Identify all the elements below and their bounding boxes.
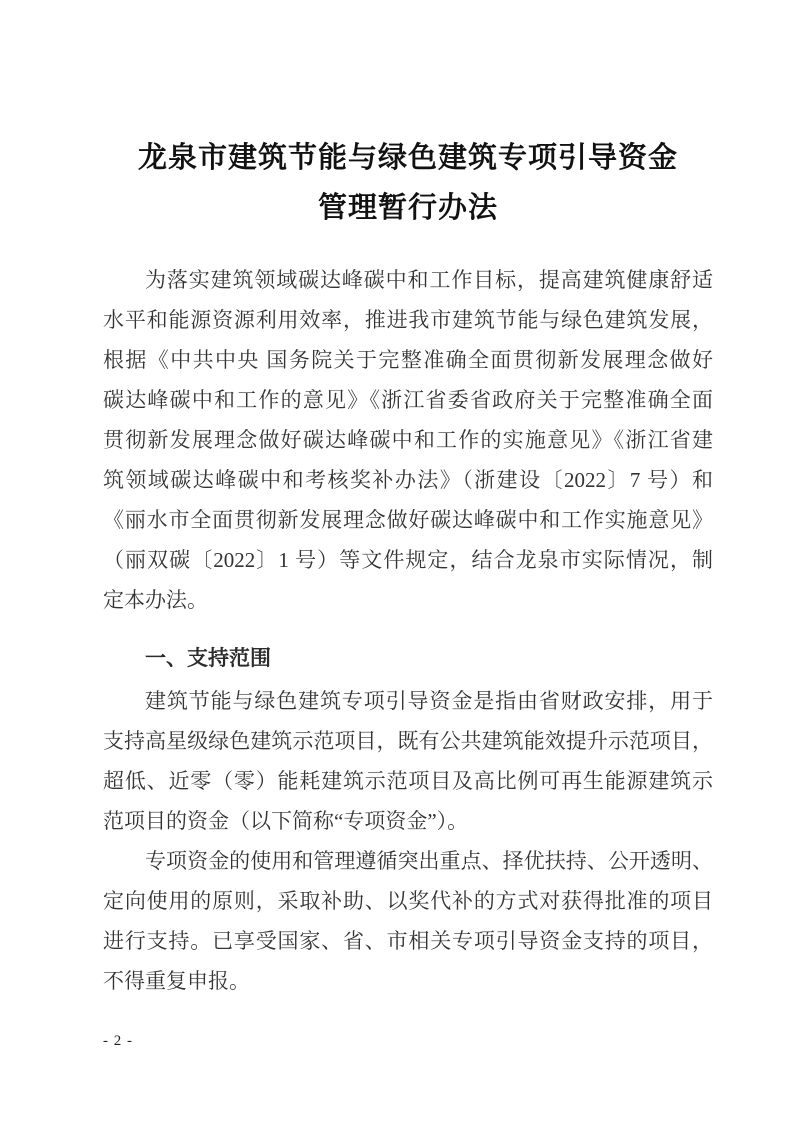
title-line-1: 龙泉市建筑节能与绿色建筑专项引导资金 [137,142,678,174]
text-line: 专项资金的使用和管理遵循突出重点、择优扶持、公开透明、 [145,849,713,873]
paragraph-principles [103,841,713,1001]
text-line: 水平和能源资源利用效率，推进我市建筑节能与绿色建筑发展， [103,308,713,332]
section-heading-support-scope: 一、支持范围 [145,647,271,670]
text-line: 不得重复申报。 [103,969,250,993]
document-body [103,260,713,1001]
document-title [103,133,713,233]
text-line: （丽双碳〔2022〕1 号）等文件规定，结合龙泉市实际情况，制 [103,548,713,572]
text-line: 定向使用的原则，采取补助、以奖代补的方式对获得批准的项目 [103,889,713,913]
page-number: - 2 - [103,1033,133,1049]
text-line: 为落实建筑领域碳达峰碳中和工作目标，提高建筑健康舒适 [145,268,713,292]
text-line: 建筑节能与绿色建筑专项引导资金是指由省财政安排，用于 [145,689,713,713]
text-line: 进行支持。已享受国家、省、市相关专项引导资金支持的项目， [103,929,713,953]
paragraph-scope [103,681,713,841]
text-line: 《丽水市全面贯彻新发展理念做好碳达峰碳中和工作实施意见》 [103,508,713,532]
text-line: 筑领域碳达峰碳中和考核奖补办法》（浙建设〔2022〕7 号）和 [103,468,713,492]
title-line-2: 管理暂行办法 [317,192,498,224]
text-line: 贯彻新发展理念做好碳达峰碳中和工作的实施意见》《浙江省建 [103,428,713,452]
text-line: 根据《中共中央 国务院关于完整准确全面贯彻新发展理念做好 [103,348,713,372]
text-line: 定本办法。 [103,588,208,612]
text-line: 支持高星级绿色建筑示范项目，既有公共建筑能效提升示范项目， [103,729,713,753]
text-line: 范项目的资金（以下简称“专项资金”）。 [103,809,469,833]
paragraph-intro [103,260,713,620]
text-line: 超低、近零（零）能耗建筑示范项目及高比例可再生能源建筑示 [103,769,713,793]
text-line: 碳达峰碳中和工作的意见》《浙江省委省政府关于完整准确全面 [103,388,713,412]
